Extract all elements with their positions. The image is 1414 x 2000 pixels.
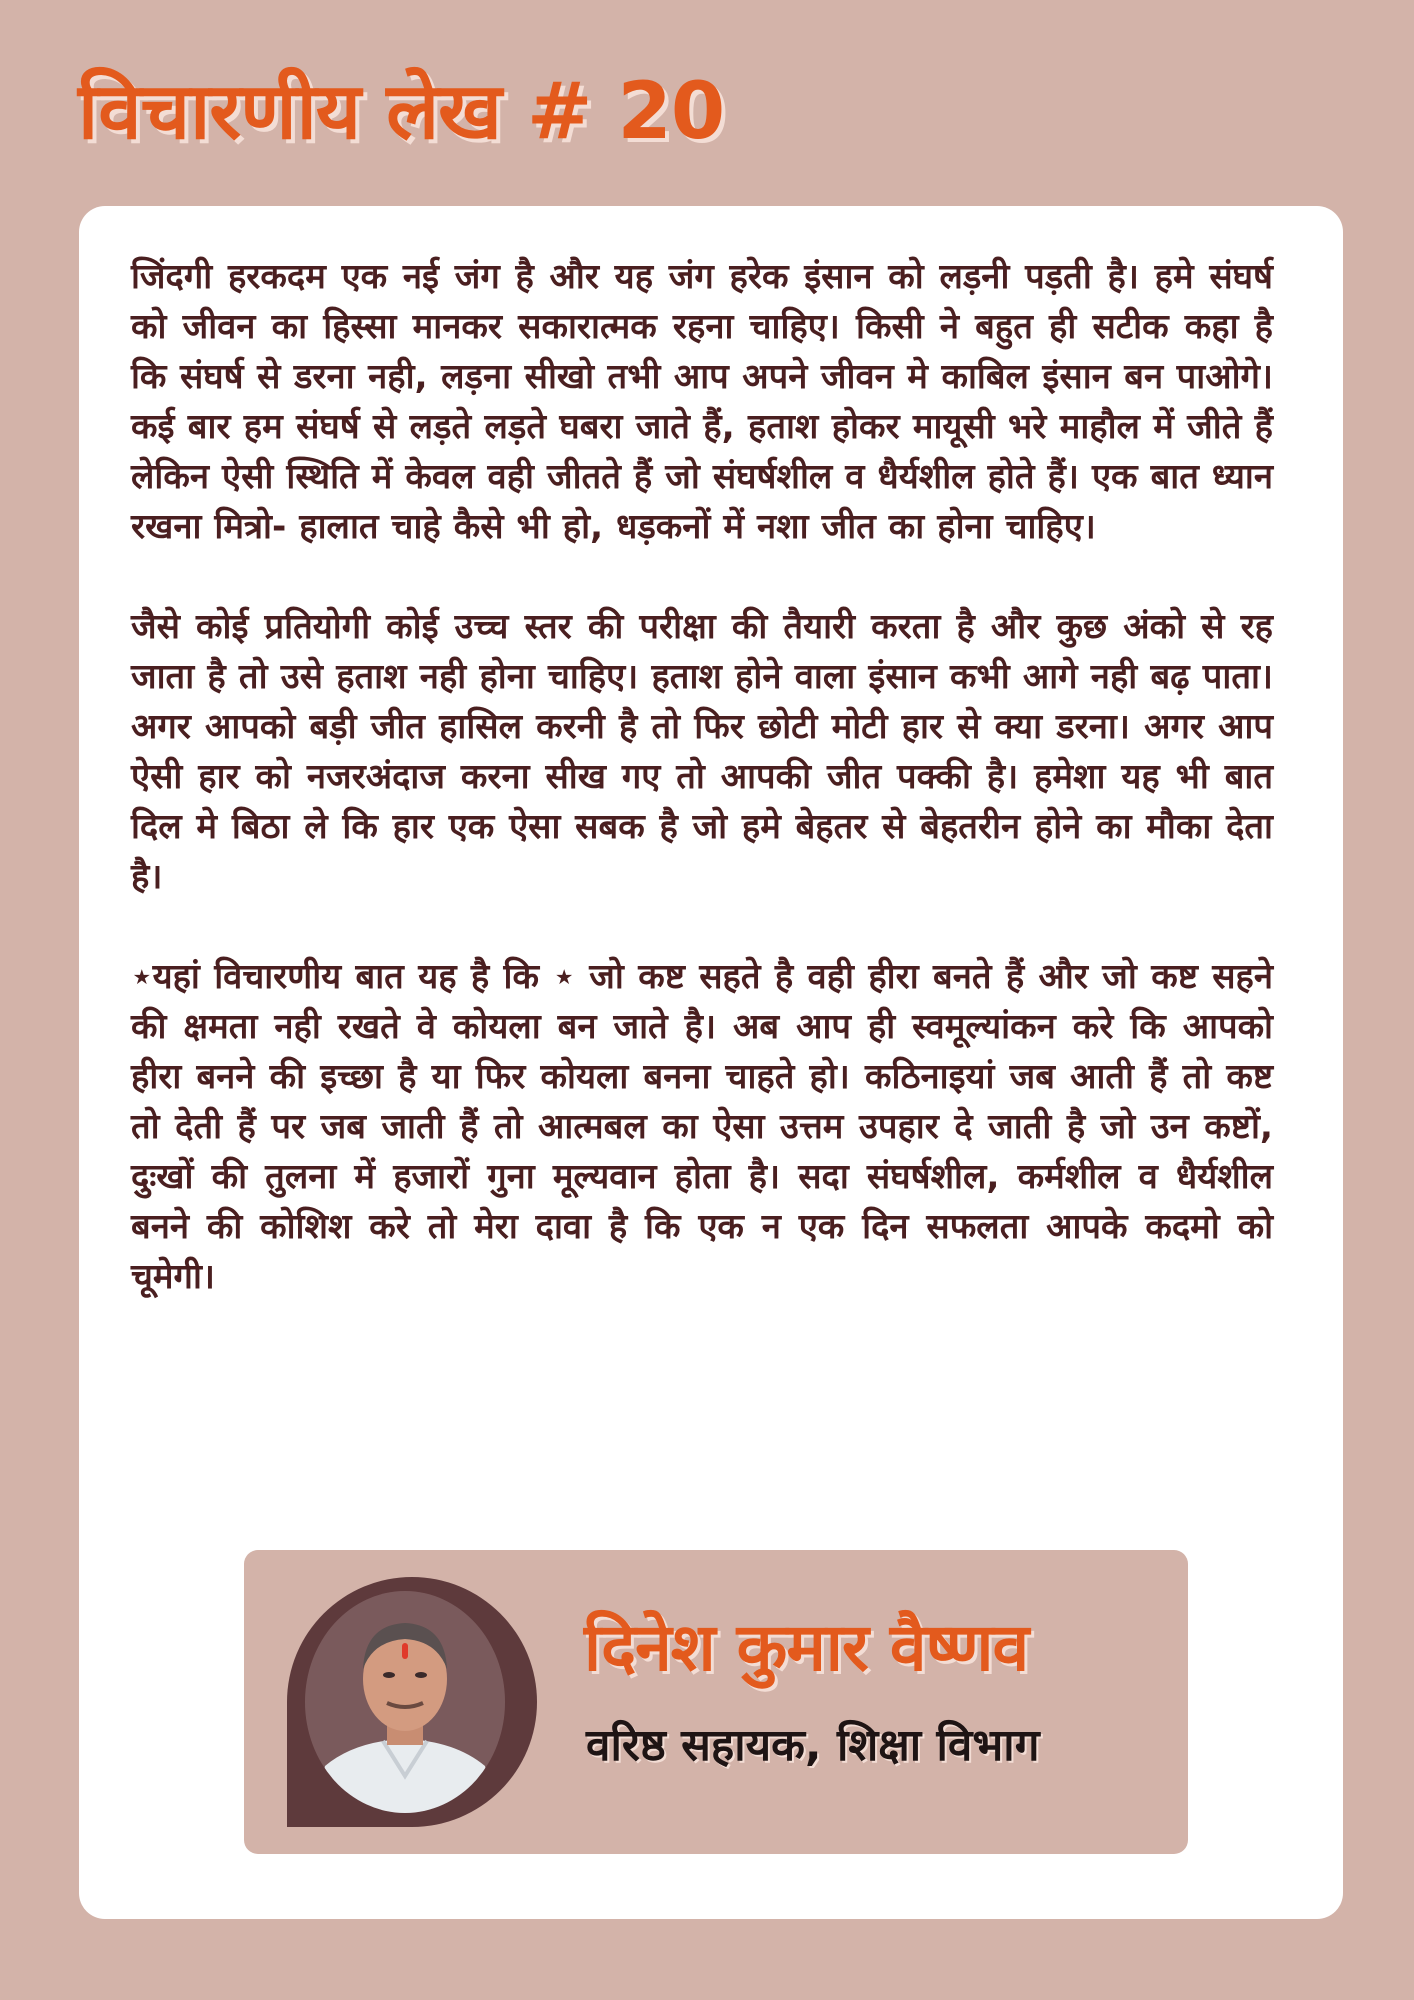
author-photo bbox=[305, 1591, 505, 1813]
article-paragraph-2: जैसे कोई प्रतियोगी कोई उच्च स्तर की परीक्षा की तैयारी करता है और कुछ अंको से रह जाता है तो उसे हताश नही होना चाहिए। हताश होने वाला इंसान कभी आगे नही बढ़ पाता। अगर आपको बड़ी जीत हासिल करनी है तो फिर छोटी मोटी हार से क्या डरना। अगर आप ऐसी हार को नजरअंदाज करना सीख गए तो आपकी जीत पक्की है। हमेशा यह भी बात दिल मे बिठा ले कि हार एक ऐसा सबक है जो हमे बेहतर से बेहतरीन होने का मौका देता है। bbox=[131, 607, 1273, 897]
author-avatar bbox=[287, 1577, 537, 1827]
author-name: दिनेश कुमार वैष्णव bbox=[584, 1609, 1029, 1686]
author-role: वरिष्ठ सहायक, शिक्षा विभाग bbox=[586, 1720, 1040, 1771]
page-title: विचारणीय लेख # 20 bbox=[78, 67, 725, 157]
article-paragraph-1: जिंदगी हरकदम एक नई जंग है और यह जंग हरेक इंसान को लड़नी पड़ती है। हमे संघर्ष को जीवन का हिस्सा मानकर सकारात्मक रहना चाहिए। किसी ने बहुत ही सटीक कहा है कि संघर्ष से डरना नही, लड़ना सीखो तभी आप अपने जीवन मे काबिल इंसान बन पाओगे। कई बार हम संघर्ष से लड़ते लड़ते घबरा जाते हैं, हताश होकर मायूसी भरे माहौल में जीते हैं लेकिन ऐसी स्थिति में केवल वही जीतते हैं जो संघर्षशील व धैर्यशील होते हैं। एक बात ध्यान रखना मित्रो- हालात चाहे कैसे भी हो, धड़कनों में नशा जीत का होना चाहिए। bbox=[131, 257, 1273, 547]
article-paragraph-3: ⋆यहां विचारणीय बात यह है कि ⋆ जो कष्ट सहते है वही हीरा बनते हैं और जो कष्ट सहने की क्षमता नही रखते वे कोयला बन जाते है। अब आप ही स्वमूल्यांकन करे कि आपको हीरा बनने की इच्छा है या फिर कोयला बनना चाहते हो। कठिनाइयां जब आती हैं तो कष्ट तो देती हैं पर जब जाती हैं तो आत्मबल का ऐसा उत्तम उपहार दे जाती है जो उन कष्टों, दुःखों की तुलना में हजारों गुना मूल्यवान होता है। सदा संघर्षशील, कर्मशील व धैर्यशील बनने की कोशिश करे तो मेरा दावा है कि एक न एक दिन सफलता आपके कदमो को चूमेगी। bbox=[131, 957, 1273, 1297]
article-card bbox=[79, 206, 1343, 1919]
article-body bbox=[131, 252, 1273, 1352]
person-portrait-icon bbox=[305, 1591, 505, 1813]
author-box bbox=[244, 1550, 1188, 1854]
